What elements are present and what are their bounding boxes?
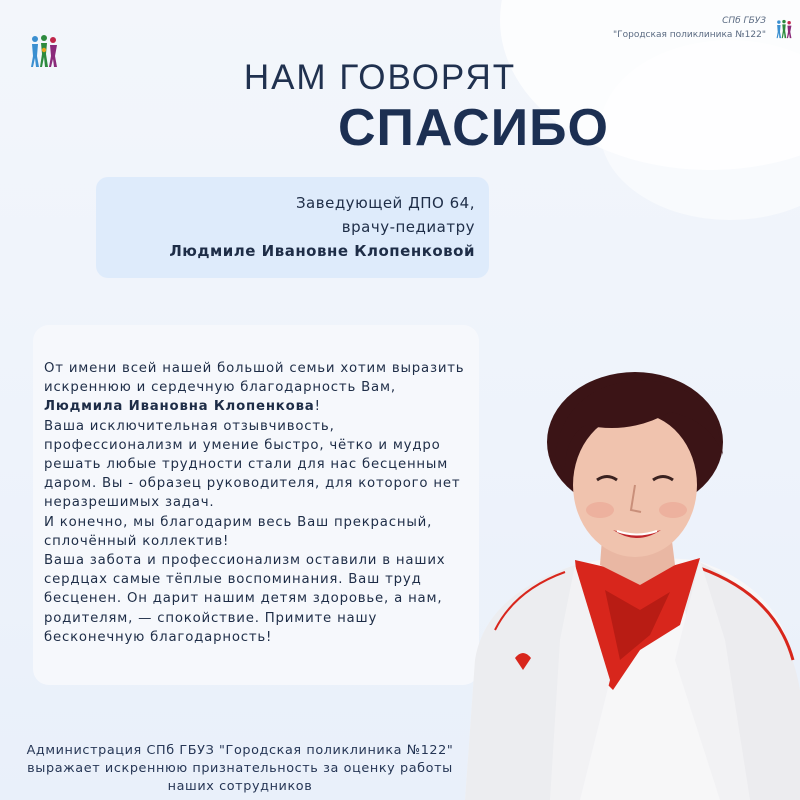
message-paragraph-4: Ваша забота и профессионализм оставили в наших сердцах самые тёплые воспоминания. Ваш труд бесценен. Он дарит нашим детям здоровье, а нам, родителям, — спокойствие. Примите нашу бесконечную благодарность! [44, 553, 446, 645]
recipient-card [96, 177, 489, 278]
organization-name [613, 14, 766, 42]
page-title-line1: НАМ ГОВОРЯТ [243, 58, 517, 97]
organization-title: "Городская поликлиника №122" [612, 30, 766, 40]
organization-type: СПб ГБУЗ [722, 16, 766, 26]
doctor-portrait [455, 360, 800, 800]
recipient-position: Заведующей ДПО 64, [295, 194, 475, 212]
message-paragraph-3: И конечно, мы благодарим весь Ваш прекрасный, сплочённый коллектив! [44, 514, 433, 549]
family-logo-small-icon [776, 18, 792, 40]
recipient-specialty: врачу-педиатру [341, 218, 475, 236]
message-intro: От имени всей нашей большой семьи хотим выразить искреннюю и сердечную благодарность Вам, [44, 361, 465, 396]
recipient-name: Людмиле Ивановне Клопенковой [169, 242, 475, 260]
footer-note: Администрация СПб ГБУЗ "Городская поликлиника №122" выражает искреннюю признательность за оценку работы наших сотрудников [26, 743, 454, 794]
message-paragraph-1 [44, 359, 469, 417]
page-title-line2: СПАСИБО [338, 99, 609, 157]
message-paragraph-2: Ваша исключительная отзывчивость, профессионализм и умение быстро, чётко и мудро решать любые трудности стали для нас бесценным даром. Вы - образец руководителя, для которого нет неразрешимых задач. [44, 418, 461, 511]
message-addressee: Людмила Ивановна Клопенкова [44, 399, 315, 415]
message-exclaim: ! [314, 399, 321, 415]
message-card [33, 325, 479, 685]
